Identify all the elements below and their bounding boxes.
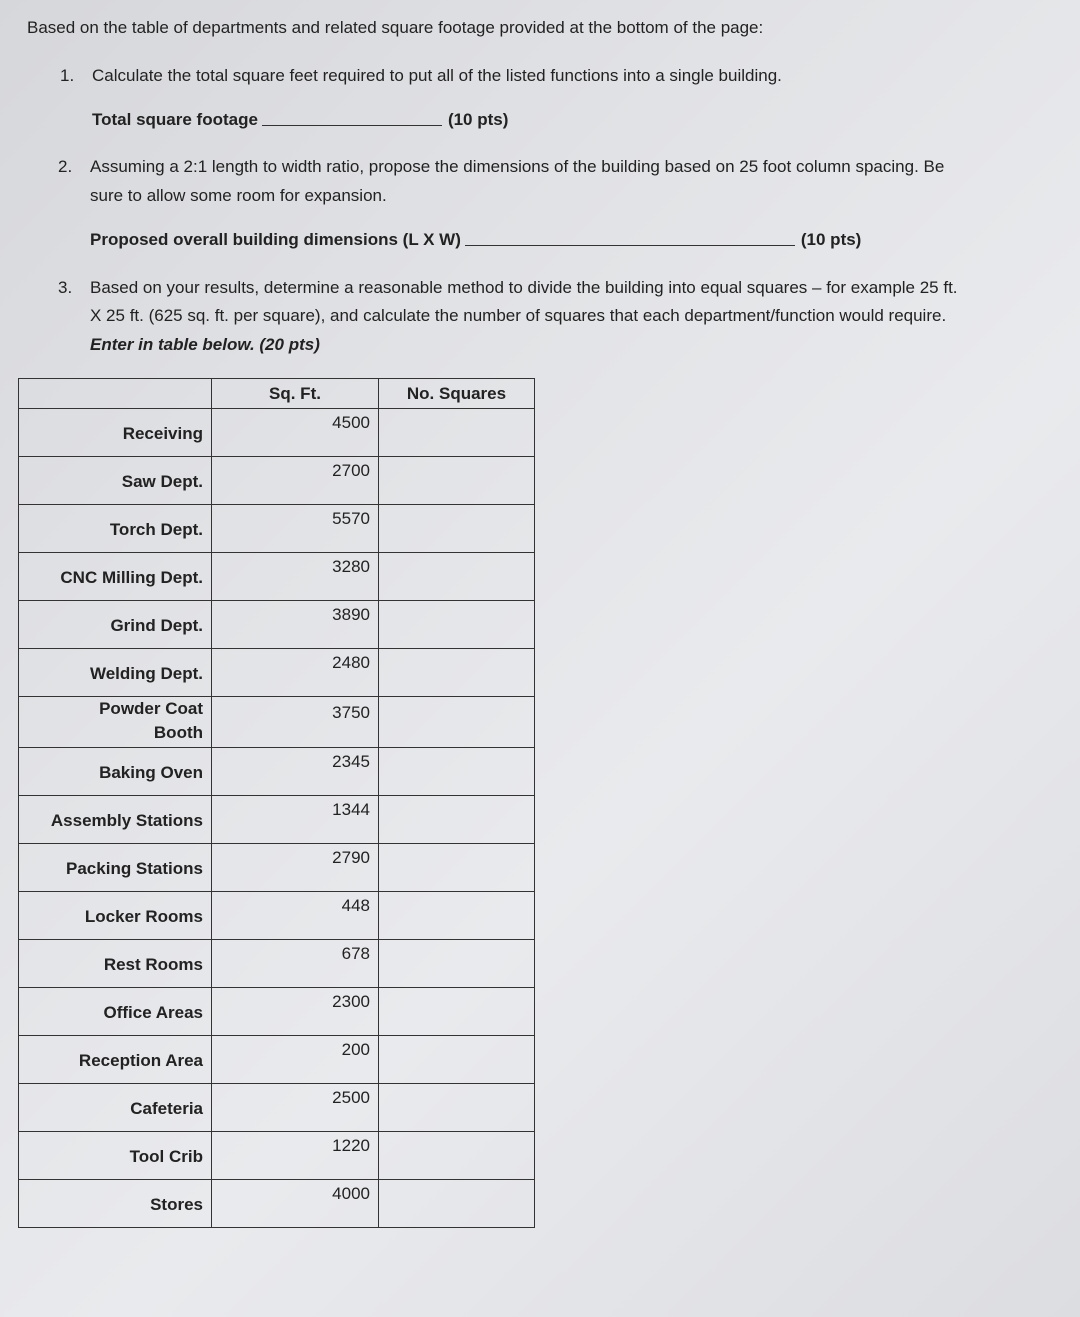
square-feet-value: 3280: [212, 553, 379, 601]
question-number: 1.: [60, 66, 75, 85]
table-row: [19, 1084, 535, 1132]
answer-label: Total square footage: [92, 110, 258, 129]
question-2: [58, 152, 1068, 212]
no-squares-cell[interactable]: [379, 844, 535, 892]
no-squares-cell[interactable]: [379, 988, 535, 1036]
table-header-row: [19, 379, 535, 409]
department-name: Assembly Stations: [19, 796, 212, 844]
square-feet-value: 2790: [212, 844, 379, 892]
question-text-line-2: sure to allow some room for expansion.: [90, 186, 387, 205]
department-name-line-1: Powder Coat: [99, 699, 203, 718]
question-text-line-1: Assuming a 2:1 length to width ratio, propose the dimensions of the building based on 25 foot column spacing. Be: [90, 157, 945, 176]
square-feet-value: 678: [212, 940, 379, 988]
department-name: [19, 697, 212, 748]
department-name: Receiving: [19, 409, 212, 457]
department-name: Reception Area: [19, 1036, 212, 1084]
table-row: [19, 505, 535, 553]
square-feet-value: 2700: [212, 457, 379, 505]
square-feet-value: 1344: [212, 796, 379, 844]
table-row: [19, 1132, 535, 1180]
square-feet-value: 5570: [212, 505, 379, 553]
header-no-squares: No. Squares: [379, 379, 535, 409]
question-1: [60, 61, 1060, 91]
answer-blank[interactable]: [465, 245, 795, 246]
square-feet-value: 2345: [212, 748, 379, 796]
no-squares-cell[interactable]: [379, 1084, 535, 1132]
no-squares-cell[interactable]: [379, 892, 535, 940]
square-feet-value: 3890: [212, 601, 379, 649]
square-feet-value: 4000: [212, 1180, 379, 1228]
department-name: Stores: [19, 1180, 212, 1228]
square-feet-value: 2300: [212, 988, 379, 1036]
table-row: [19, 409, 535, 457]
department-name: Welding Dept.: [19, 649, 212, 697]
table-row: [19, 457, 535, 505]
table-row: [19, 892, 535, 940]
department-name: CNC Milling Dept.: [19, 553, 212, 601]
department-name: Cafeteria: [19, 1084, 212, 1132]
department-name: Rest Rooms: [19, 940, 212, 988]
no-squares-cell[interactable]: [379, 1180, 535, 1228]
table-row: [19, 796, 535, 844]
header-sq-ft: Sq. Ft.: [212, 379, 379, 409]
table-row: [19, 844, 535, 892]
question-3: [58, 273, 1068, 363]
no-squares-cell[interactable]: [379, 601, 535, 649]
department-name: Grind Dept.: [19, 601, 212, 649]
department-name: Torch Dept.: [19, 505, 212, 553]
table-row: [19, 988, 535, 1036]
square-feet-value: 448: [212, 892, 379, 940]
table-row: [19, 748, 535, 796]
no-squares-cell[interactable]: [379, 748, 535, 796]
intro-text: Based on the table of departments and related square footage provided at the bottom of the page:: [27, 18, 764, 37]
table-row: [19, 649, 535, 697]
no-squares-cell[interactable]: [379, 409, 535, 457]
no-squares-cell[interactable]: [379, 796, 535, 844]
no-squares-cell[interactable]: [379, 697, 535, 748]
points-label: (10 pts): [447, 110, 509, 129]
total-square-footage-answer: [92, 110, 508, 130]
question-instruction: Enter in table below. (20 pts): [90, 335, 320, 354]
department-name: Baking Oven: [19, 748, 212, 796]
question-text-line-1: Based on your results, determine a reasonable method to divide the building into equal squares – for example 25 ft.: [90, 278, 958, 297]
points-label: (10 pts): [800, 230, 862, 249]
question-text: Calculate the total square feet required to put all of the listed functions into a single building.: [92, 66, 782, 85]
no-squares-cell[interactable]: [379, 553, 535, 601]
department-name: Saw Dept.: [19, 457, 212, 505]
square-feet-value: 3750: [212, 697, 379, 748]
department-name: Packing Stations: [19, 844, 212, 892]
square-feet-value: 2480: [212, 649, 379, 697]
square-feet-value: 2500: [212, 1084, 379, 1132]
table-row: [19, 697, 535, 748]
no-squares-cell[interactable]: [379, 1132, 535, 1180]
table-row: [19, 940, 535, 988]
table-row: [19, 1180, 535, 1228]
table-row: [19, 601, 535, 649]
square-feet-value: 4500: [212, 409, 379, 457]
question-number: 2.: [58, 157, 73, 176]
no-squares-cell[interactable]: [379, 940, 535, 988]
department-name: Tool Crib: [19, 1132, 212, 1180]
no-squares-cell[interactable]: [379, 1036, 535, 1084]
department-name: Locker Rooms: [19, 892, 212, 940]
table-row: [19, 553, 535, 601]
answer-label: Proposed overall building dimensions (L X W): [90, 230, 461, 249]
no-squares-cell[interactable]: [379, 457, 535, 505]
department-squares-table: [18, 378, 535, 1228]
question-text-line-2: X 25 ft. (625 sq. ft. per square), and calculate the number of squares that each department/function would require.: [90, 306, 947, 325]
no-squares-cell[interactable]: [379, 505, 535, 553]
table-row: [19, 1036, 535, 1084]
square-feet-value: 1220: [212, 1132, 379, 1180]
answer-blank[interactable]: [262, 125, 442, 126]
header-department: [19, 379, 212, 409]
department-name-line-2: Booth: [153, 723, 203, 742]
building-dimensions-answer: [90, 230, 861, 250]
square-feet-value: 200: [212, 1036, 379, 1084]
no-squares-cell[interactable]: [379, 649, 535, 697]
question-number: 3.: [58, 278, 73, 297]
department-name: Office Areas: [19, 988, 212, 1036]
